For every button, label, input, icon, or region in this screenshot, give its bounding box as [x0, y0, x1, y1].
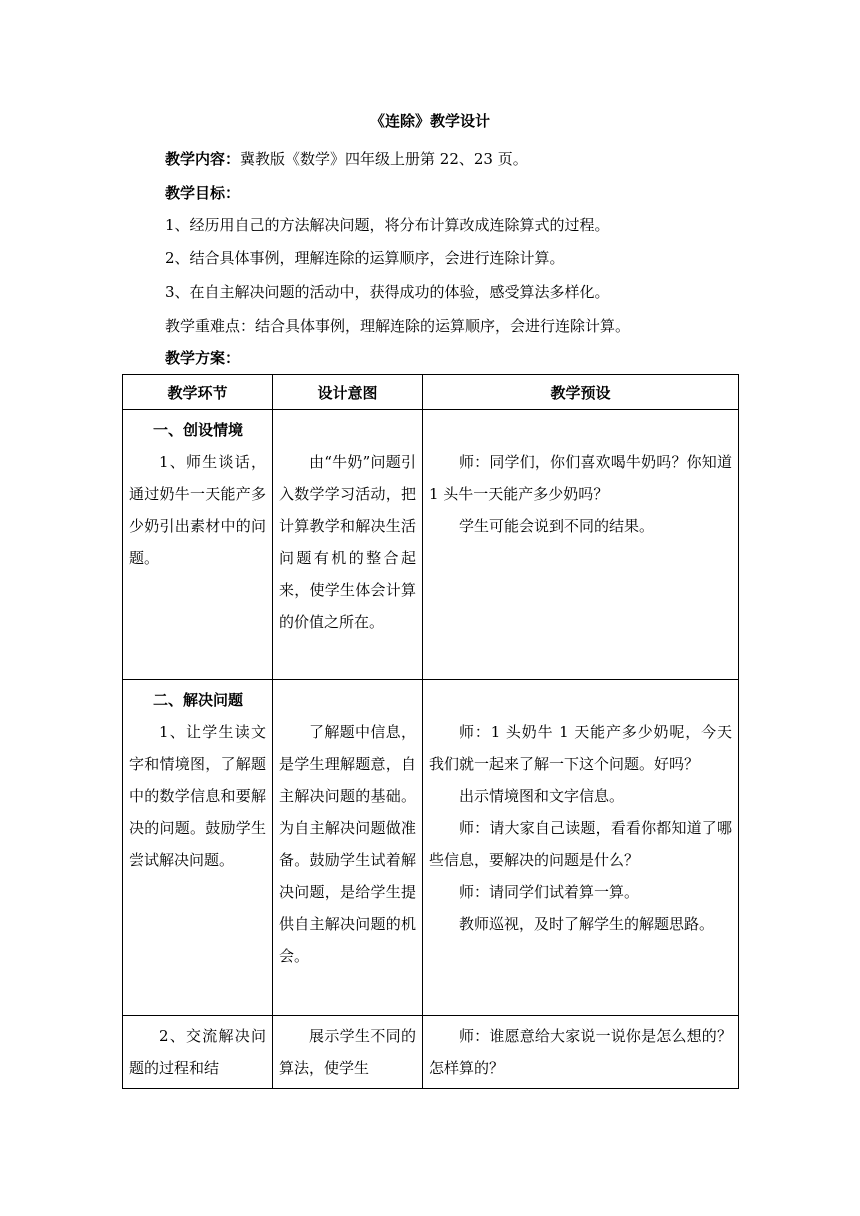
preset-text: 师：请大家自己读题，看看你都知道了哪些信息，要解决的问题是什么？ — [429, 819, 732, 869]
spacer — [429, 684, 732, 716]
content-label: 教学内容： — [165, 150, 241, 168]
header-stage: 教学环节 — [123, 375, 273, 410]
preset-text: 师：谁愿意给大家说一说你是怎么想的？怎样算的？ — [429, 1027, 732, 1077]
stage-cell — [123, 410, 273, 680]
intent-text: 展示学生不同的算法，使学生 — [279, 1027, 416, 1077]
stage-text: 2、交流解决问题的过程和结 — [129, 1027, 266, 1077]
spacer — [429, 414, 732, 446]
goal-item-2: 2、结合具体事例，理解连除的运算顺序，会进行连除计算。 — [165, 249, 565, 267]
preset-text: 教师巡视，及时了解学生的解题思路。 — [459, 915, 715, 933]
preset-text: 师：1 头奶牛 1 天能产多少奶呢，今天我们就一起来了解一下这个问题。好吗？ — [429, 723, 732, 773]
plan-label: 教学方案： — [165, 349, 241, 367]
difficulty-line: 教学重难点：结合具体事例，理解连除的运算顺序，会进行连除计算。 — [165, 317, 631, 335]
preset-text: 师：同学们，你们喜欢喝牛奶吗？你知道 1 头牛一天能产多少奶吗？ — [429, 453, 732, 503]
intent-cell — [273, 1016, 423, 1089]
stage-cell — [123, 680, 273, 1016]
table-row — [123, 1016, 739, 1089]
section-heading: 一、创设情境 — [153, 421, 244, 439]
intent-cell — [273, 410, 423, 680]
preset-cell — [423, 680, 739, 1016]
preset-text: 学生可能会说到不同的结果。 — [459, 517, 655, 535]
stage-text: 1、师生谈话，通过奶牛一天能产多少奶引出素材中的问题。 — [129, 453, 266, 567]
table-header-row — [123, 375, 739, 410]
table-row — [123, 680, 739, 1016]
table-row — [123, 410, 739, 680]
header-intent: 设计意图 — [273, 375, 423, 410]
intent-text: 了解题中信息，是学生理解题意，自主解决问题的基础。为自主解决问题做准备。鼓励学生试着解决问题，是给学生提供自主解决问题的机会。 — [279, 723, 416, 965]
goals-label: 教学目标： — [165, 184, 241, 202]
preset-cell — [423, 1016, 739, 1089]
preset-text: 出示情境图和文字信息。 — [459, 787, 625, 805]
intent-text: 由“牛奶”问题引入数学学习活动，把计算教学和解决生活问题有机的整合起来，使学生体会计算的价值之所在。 — [279, 453, 416, 631]
header-preset: 教学预设 — [423, 375, 739, 410]
goal-item-1: 1、经历用自己的方法解决问题，将分布计算改成连除算式的过程。 — [165, 216, 610, 234]
intent-cell — [273, 680, 423, 1016]
spacer — [279, 414, 416, 446]
teaching-plan-table — [122, 374, 739, 1089]
content-line — [165, 148, 528, 169]
preset-text: 师：请同学们试着算一算。 — [459, 883, 640, 901]
section-heading: 二、解决问题 — [153, 691, 244, 709]
goal-item-3: 3、在自主解决问题的活动中，获得成功的体验，感受算法多样化。 — [165, 283, 610, 301]
content-text: 冀教版《数学》四年级上册第 22、23 页。 — [240, 150, 528, 168]
stage-text: 1、让学生读文字和情境图，了解题中的数学信息和要解决的问题。鼓励学生尝试解决问题。 — [129, 723, 266, 869]
document-title: 《连除》教学设计 — [369, 112, 490, 130]
stage-cell — [123, 1016, 273, 1089]
spacer — [279, 684, 416, 716]
preset-cell — [423, 410, 739, 680]
